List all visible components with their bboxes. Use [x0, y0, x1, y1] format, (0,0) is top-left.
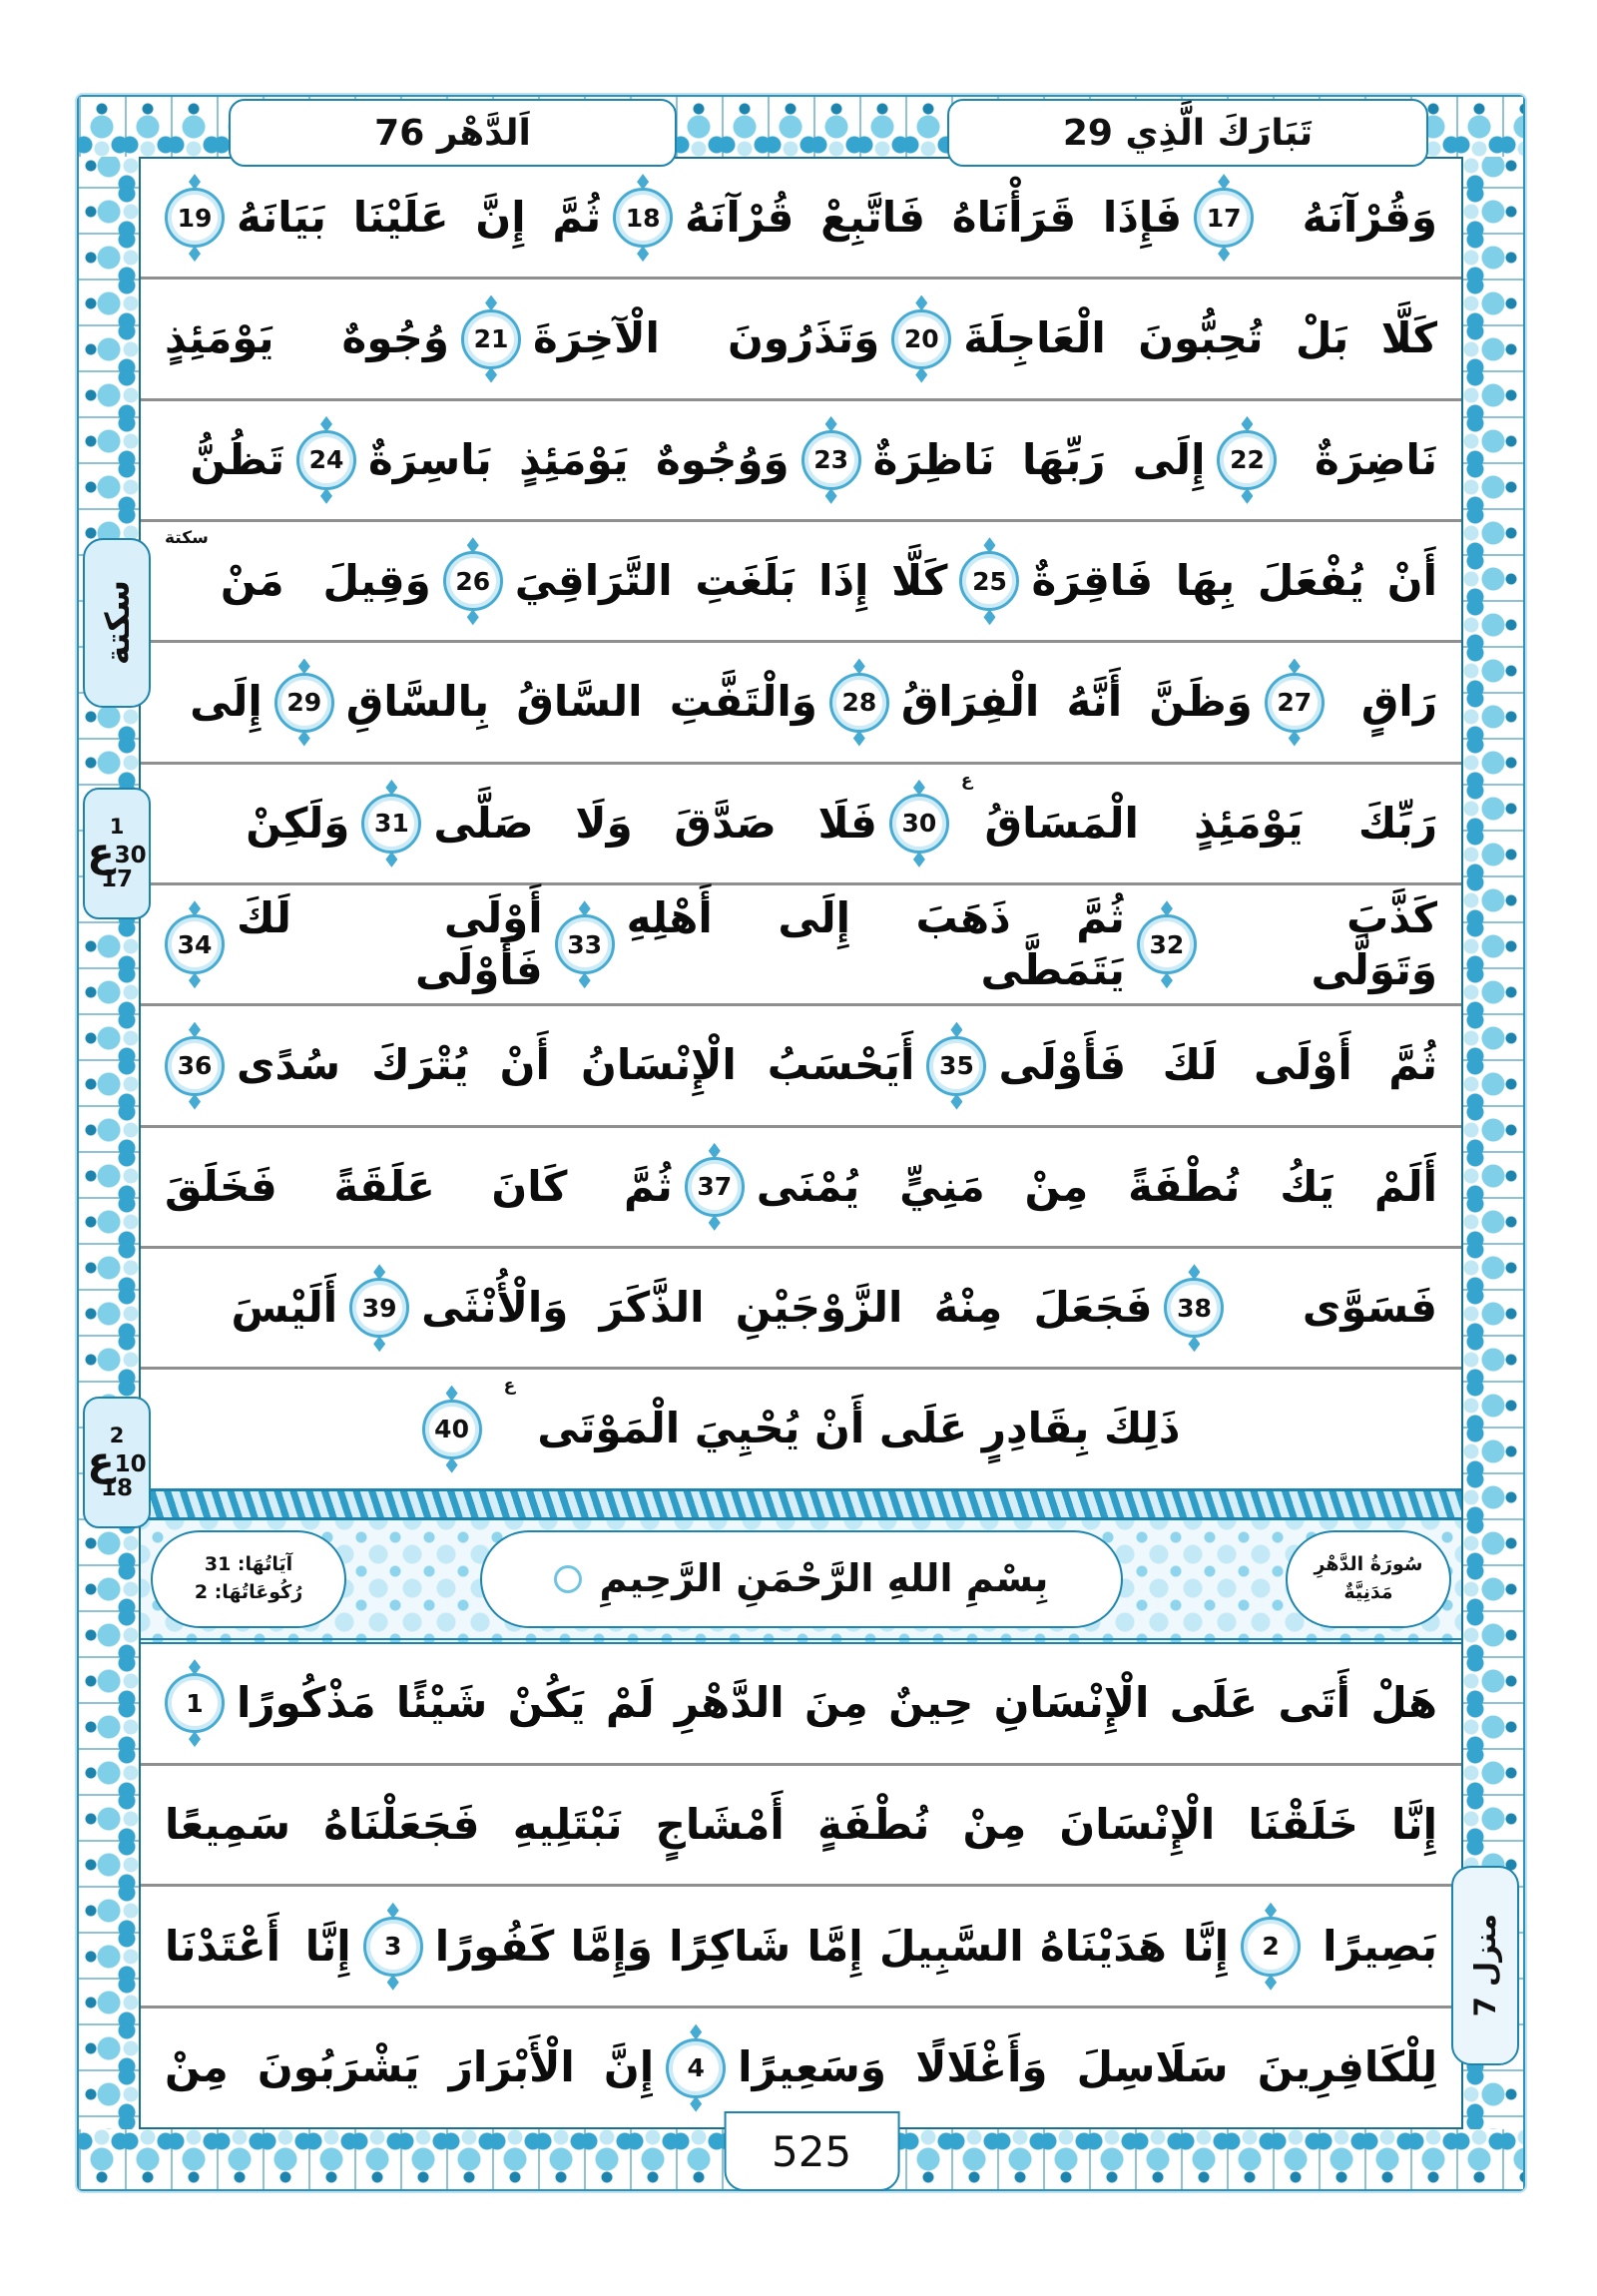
ayah-text: أَيَحْسَبُ الْإِنْسَانُ أَنْ يُتْرَكَ سُدًى [237, 1040, 915, 1090]
ayah-number-marker: 4 [666, 2038, 726, 2098]
page-number-tab [724, 2111, 899, 2191]
ayah-number-marker: 27 [1265, 673, 1325, 733]
ayah-text: كَلَّا إِذَا بَلَغَتِ التَّرَاقِيَ [514, 555, 948, 605]
ayah-number-marker: 21 [461, 309, 521, 369]
mushaf-page [77, 95, 1525, 2191]
surah-name-label: اَلدَّهْر 76 [374, 112, 531, 154]
juz-name-label: تَبَارَكَ الَّذِي 29 [1062, 112, 1314, 154]
ayah-text: لِلْكَافِرِينَ سَلَاسِلَ وَأَغْلَالًا وَسَعِيرًا [738, 2042, 1437, 2092]
ayah-text: هَلْ أَتَى عَلَى الْإِنْسَانِ حِينٌ مِنَ الدَّهْرِ لَمْ يَكُنْ شَيْئًا مَذْكُورًا [237, 1677, 1437, 1727]
ayah-text: فَجَعَلَ مِنْهُ الزَّوْجَيْنِ الذَّكَرَ وَالْأُنْثَى [421, 1283, 1153, 1333]
surah-title-cartouche [1286, 1530, 1451, 1628]
ayah-text: وَظَنَّ أَنَّهُ الْفِرَاقُ [900, 677, 1253, 727]
ain-glyph: ع [87, 1437, 115, 1484]
ayah-text: وَلَكِنْ [246, 798, 350, 848]
bismillah-cartouche [480, 1530, 1123, 1628]
quran-line [141, 1766, 1461, 1888]
ayah-text: أَلَيْسَ [231, 1283, 338, 1333]
ayah-number-marker: 25 [959, 551, 1019, 611]
surah-insan-lines [141, 1644, 1461, 2127]
pause-mark: سكتة [165, 528, 209, 549]
ayah-number-marker: 18 [613, 188, 673, 248]
saktah-margin-tab [83, 538, 151, 708]
ayah-number-marker: 31 [361, 794, 421, 854]
ayah-number-marker: 17 [1194, 188, 1254, 248]
ayah-text: أَنْ يُفْعَلَ بِهَا فَاقِرَةٌ [1031, 555, 1437, 605]
ruku-bottom-number: 17 [100, 865, 133, 892]
quran-line [141, 2009, 1461, 2127]
ayah-text: ثُمَّ إِنَّ عَلَيْنَا بَيَانَهُ [236, 192, 602, 242]
ayah-text: تَظُنُّ [190, 434, 284, 484]
ayah-number-marker: 34 [165, 914, 225, 974]
ayah-text: أَلَمْ يَكُ نُطْفَةً مِنْ مَنِيٍّ يُمْنَى [756, 1161, 1437, 1211]
ayah-number-marker: 28 [829, 673, 889, 733]
manzil-margin-tab [1451, 1866, 1519, 2065]
ayah-text: وَالْتَفَّتِ السَّاقُ بِالسَّاقِ [345, 677, 817, 727]
ruku-count-number: 10 [114, 1450, 147, 1477]
quran-line [141, 1006, 1461, 1127]
count-circle-icon [554, 1565, 582, 1593]
ayah-text: ثُمَّ كَانَ عَلَقَةً فَخَلَقَ [165, 1161, 673, 1211]
ayah-text: ذَلِكَ بِقَادِرٍ عَلَى أَنْ يُحْيِيَ الْمَوْتَى [537, 1404, 1181, 1453]
ayah-text: وَوُجُوهٌ يَوْمَئِذٍ بَاسِرَةٌ [367, 434, 790, 484]
manzil-label: منزل 7 [1468, 1914, 1502, 2017]
surah-header-band [141, 1520, 1461, 1644]
ayah-text: فَسَوَّى [1302, 1283, 1437, 1333]
quran-line [141, 1644, 1461, 1766]
ayah-number-marker: 2 [1241, 1917, 1301, 1977]
ayah-text: إِنَّا هَدَيْنَاهُ السَّبِيلَ إِمَّا شَاكِرًا وَإِمَّا كَفُورًا [434, 1921, 1230, 1971]
ayah-number-marker: 30 [889, 794, 949, 854]
quran-line [141, 159, 1461, 280]
ayah-number-marker: 32 [1137, 914, 1197, 974]
ayah-text: إِلَى رَبِّهَا نَاظِرَةٌ [872, 434, 1206, 484]
ayah-number-marker: 39 [349, 1278, 409, 1338]
ayah-text: أَوْلَى لَكَ فَأَوْلَى [237, 892, 543, 995]
ruku-number: 1 [109, 814, 125, 839]
header-surah-name-tab [229, 99, 677, 167]
ayah-number-marker: 22 [1217, 430, 1277, 490]
ayah-number-marker: 37 [685, 1157, 745, 1217]
ruku-marker-1 [83, 788, 151, 919]
ayah-number-marker: 33 [555, 914, 615, 974]
ayah-text: إِنَّ الْأَبْرَارَ يَشْرَبُونَ مِنْ [165, 2042, 655, 2092]
ayah-count: آيَاتُهَا: 31 [204, 1553, 293, 1576]
ayah-text: ثُمَّ ذَهَبَ إِلَى أَهْلِهِ يَتَمَطَّى [626, 892, 1125, 995]
ruku-count-number: 30 [114, 842, 147, 868]
ayah-text: ثُمَّ أَوْلَى لَكَ فَأَوْلَى [998, 1040, 1437, 1090]
surah-qiyamah-lines [141, 159, 1461, 1488]
ayah-number-marker: 36 [165, 1036, 225, 1096]
quran-line [141, 885, 1461, 1006]
surah-revelation-type: مَدَنِيَّةٌ [1343, 1580, 1393, 1603]
quran-line [141, 765, 1461, 885]
ayah-number-marker: 20 [891, 309, 951, 369]
ruku-number: 2 [109, 1423, 125, 1447]
ayah-text: إِلَى [190, 677, 263, 727]
ayah-number-marker: 1 [165, 1673, 225, 1733]
rope-divider-ornament [141, 1488, 1461, 1520]
quran-line [141, 643, 1461, 764]
quran-line [141, 522, 1461, 643]
ayah-number-marker: 26 [443, 551, 503, 611]
ayah-text: وُجُوهٌ يَوْمَئِذٍ [164, 313, 450, 363]
ayah-text: وَقُرْآنَهُ [1302, 192, 1437, 242]
ayah-text: فَإِذَا قَرَأْنَاهُ فَاتَّبِعْ قُرْآنَهُ [685, 192, 1183, 242]
ayah-text: كَذَّبَ وَتَوَلَّى [1311, 892, 1437, 995]
ayah-text: كَلَّا بَلْ تُحِبُّونَ الْعَاجِلَةَ [963, 313, 1437, 363]
ruku-count: رُكُوعَاتُهَا: 2 [194, 1580, 303, 1603]
bismillah-text: بِسْمِ اللهِ الرَّحْمَنِ الرَّحِيمِ [599, 1556, 1049, 1601]
header-juz-name-tab [947, 99, 1428, 167]
ayah-text: إِنَّا خَلَقْنَا الْإِنْسَانَ مِنْ نُطْفَةٍ أَمْشَاجٍ نَبْتَلِيهِ فَجَعَلْنَاهُ سَمِيعًا [165, 1799, 1437, 1849]
ayah-text: وَتَذَرُونَ الْآخِرَةَ [533, 313, 880, 363]
quran-line [141, 1249, 1461, 1370]
ayah-number-marker: 19 [165, 188, 225, 248]
ayah-text: فَلَا صَدَّقَ وَلَا صَلَّى [433, 798, 877, 848]
ayah-number-marker: 23 [801, 430, 861, 490]
ayah-number-marker: 38 [1164, 1278, 1224, 1338]
pause-mark: ع [960, 770, 973, 791]
quran-line [141, 401, 1461, 522]
border-ornament-left [79, 97, 139, 2189]
ayah-number-marker: 29 [274, 673, 334, 733]
surah-title: سُورَةُ الدَّهْرِ [1314, 1553, 1423, 1576]
ayah-count-cartouche [151, 1530, 346, 1628]
pause-mark: ع [503, 1376, 516, 1397]
ayah-text: رَاقٍ [1360, 677, 1437, 727]
ayah-number-marker: 35 [926, 1036, 986, 1096]
quran-text-area [139, 157, 1463, 2129]
quran-line [141, 1887, 1461, 2009]
ain-glyph: ع [87, 829, 115, 875]
page-number: 525 [771, 2126, 852, 2176]
ayah-text: بَصِيرًا [1323, 1921, 1437, 1971]
ruku-marker-2 [83, 1397, 151, 1528]
ayah-text: رَبِّكَ يَوْمَئِذٍ الْمَسَاقُ [984, 798, 1437, 848]
ayah-text: إِنَّا أَعْتَدْنَا [165, 1921, 351, 1971]
quran-line [141, 1370, 1461, 1487]
ayah-number-marker: 3 [363, 1917, 423, 1977]
saktah-label: سكتة [97, 580, 137, 666]
quran-line [141, 280, 1461, 400]
ayah-text: نَاضِرَةٌ [1314, 434, 1437, 484]
ayah-text: وَقِيلَ مَنْ [220, 555, 431, 605]
quran-line [141, 1128, 1461, 1249]
ayah-number-marker: 24 [296, 430, 356, 490]
ayah-number-marker: 40 [422, 1400, 482, 1459]
ruku-bottom-number: 18 [100, 1474, 133, 1501]
